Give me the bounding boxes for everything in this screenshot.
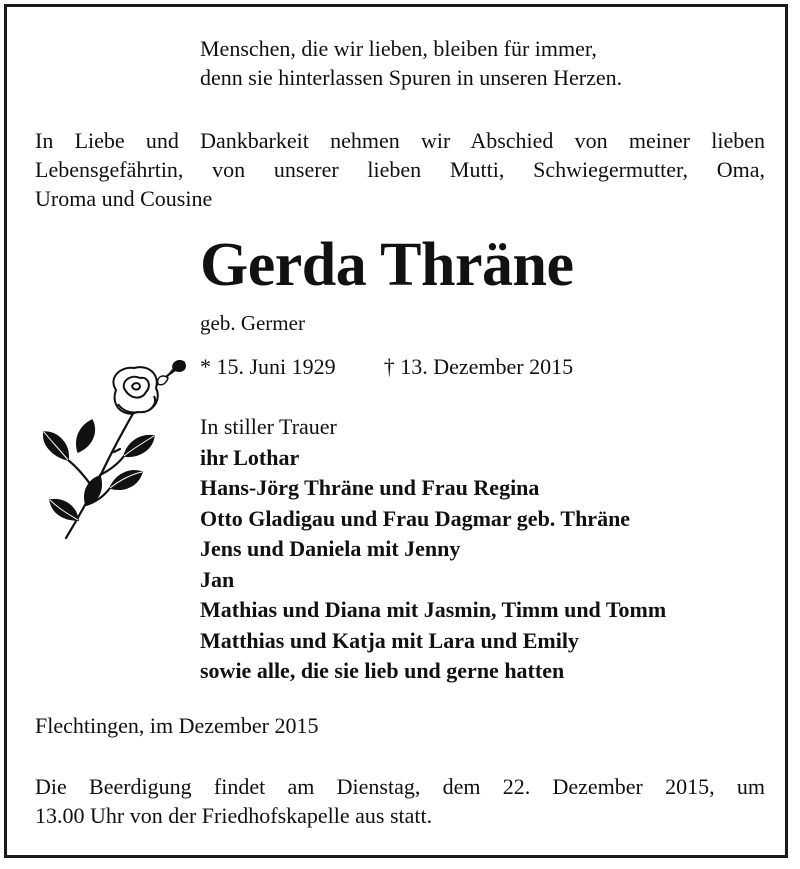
life-dates <box>200 354 573 380</box>
funeral-line: Die Beerdigung findet am Dienstag, dem 22. Dezember 2015, um <box>35 774 765 799</box>
mourners-list <box>200 412 666 687</box>
intro-line: Lebensgefährtin, von unserer lieben Mutti, Schwiegermutter, Oma, <box>35 157 765 182</box>
intro-text <box>35 126 765 213</box>
deceased-name: Gerda Thräne <box>200 231 574 299</box>
rose-icon <box>38 360 198 550</box>
funeral-line: 13.00 Uhr von der Friedhofskapelle aus statt. <box>35 803 433 828</box>
memorial-quote <box>200 34 622 92</box>
intro-line: Uroma und Cousine <box>35 186 213 211</box>
funeral-notice <box>35 772 765 830</box>
mourner: Hans-Jörg Thräne und Frau Regina <box>200 475 540 500</box>
birth-date: * 15. Juni 1929 <box>200 354 336 379</box>
death-date: † 13. Dezember 2015 <box>383 354 574 379</box>
maiden-name: geb. Germer <box>200 311 305 335</box>
mourner: Jens und Daniela mit Jenny <box>200 536 461 561</box>
mourners-heading: In stiller Trauer <box>200 414 337 439</box>
quote-line: denn sie hinterlassen Spuren in unseren Herzen. <box>200 65 623 90</box>
mourner: ihr Lothar <box>200 444 300 470</box>
mourner: Mathias und Diana mit Jasmin, Timm und Tomm <box>200 597 667 622</box>
mourner: sowie alle, die sie lieb und gerne hatten <box>200 658 565 683</box>
mourner: Otto Gladigau und Frau Dagmar geb. Thräne <box>200 505 631 531</box>
mourner: Matthias und Katja mit Lara und Emily <box>200 627 579 653</box>
quote-line: Menschen, die wir lieben, bleiben für immer, <box>200 36 597 61</box>
place-date: Flechtingen, im Dezember 2015 <box>35 713 319 738</box>
intro-line: In Liebe und Dankbarkeit nehmen wir Abschied von meiner lieben <box>35 128 765 153</box>
mourner: Jan <box>200 566 235 592</box>
